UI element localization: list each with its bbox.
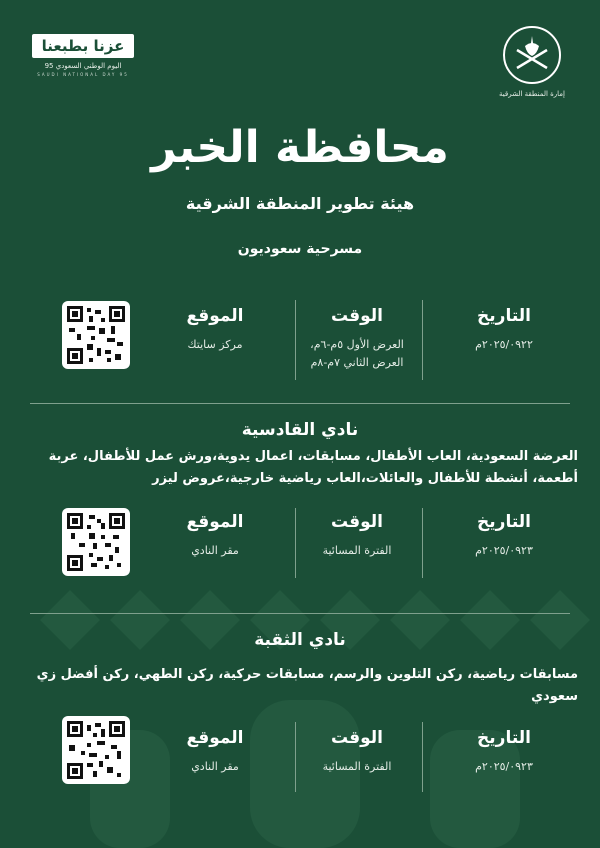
divider — [422, 722, 423, 792]
event1-location: مركز سايتك — [187, 338, 243, 351]
section3-qr-code[interactable] — [62, 716, 130, 784]
section3-date-col — [446, 728, 562, 776]
qr-code-icon — [67, 513, 125, 571]
event1-time-col — [298, 306, 416, 372]
section-divider — [30, 403, 570, 404]
section3-location: مقر النادي — [191, 760, 239, 773]
divider — [295, 300, 296, 380]
section3-title: نادي الثقبة — [254, 630, 346, 650]
location-label: الموقع — [186, 512, 244, 532]
divider — [422, 508, 423, 578]
section2-description: العرضة السعودية، العاب الأطفال، مسابقات، اعمال يدوية،ورش عمل للأطفال، عربة أطعمة، أنشطة للأطفال والعائلات،العاب رياضية خارجية،عروض ليزر — [48, 449, 578, 486]
event1-date-col — [446, 306, 562, 354]
national-day-logo — [28, 34, 138, 77]
section2-location: مقر النادي — [191, 544, 239, 557]
emirate-logo — [492, 24, 572, 98]
section-divider — [30, 613, 570, 614]
time-label: الوقت — [331, 512, 383, 532]
qr-code-icon — [67, 721, 125, 779]
qr-code-icon — [67, 306, 125, 364]
section3-time: الفترة المسائية — [322, 760, 392, 773]
saudi-emblem-icon — [501, 24, 563, 86]
section2-date-col — [446, 512, 562, 560]
event1-qr-code[interactable] — [62, 301, 130, 369]
section3-description: مسابقات رياضية، ركن التلوين والرسم، مسابقات حركية، ركن الطهي، ركن أفضل زي سعودي — [36, 667, 578, 704]
section3-time-col — [298, 728, 416, 776]
section2-date: ٢٠٢٥/٠٩٢٣م — [475, 544, 533, 557]
national-day-logo-subtitle: اليوم الوطني السعودي 95 — [44, 62, 122, 70]
page-title: محافظة الخبر — [151, 122, 449, 173]
national-day-logo-text: عزنا بطبعنا — [32, 34, 134, 58]
section2-location-col — [140, 512, 290, 560]
event1-location-col — [140, 306, 290, 354]
event1-time: العرض الأول ٥م-٦م، العرض الثاني ٧م-٨م — [310, 338, 404, 369]
divider — [295, 508, 296, 578]
section2-qr-code[interactable] — [62, 508, 130, 576]
date-label: التاريخ — [477, 512, 531, 532]
location-label: الموقع — [186, 306, 244, 326]
section2-time-col — [298, 512, 416, 560]
emirate-caption: إمارة المنطقة الشرقية — [499, 90, 565, 98]
section3-location-col — [140, 728, 290, 776]
divider — [295, 722, 296, 792]
time-label: الوقت — [331, 728, 383, 748]
time-label: الوقت — [331, 306, 383, 326]
section3-date: ٢٠٢٥/٠٩٢٣م — [475, 760, 533, 773]
event1-date: ٢٠٢٥/٠٩٢٢م — [475, 338, 533, 351]
national-day-logo-en: SAUDI NATIONAL DAY 95 — [37, 72, 129, 77]
event-name: مسرحية سعوديون — [237, 241, 363, 257]
background-pattern — [0, 580, 600, 848]
page-subtitle: هيئة تطوير المنطقة الشرقية — [185, 194, 415, 213]
divider — [422, 300, 423, 380]
date-label: التاريخ — [477, 306, 531, 326]
date-label: التاريخ — [477, 728, 531, 748]
location-label: الموقع — [186, 728, 244, 748]
section2-title: نادي القادسية — [241, 420, 359, 440]
section2-time: الفترة المسائية — [322, 544, 392, 557]
